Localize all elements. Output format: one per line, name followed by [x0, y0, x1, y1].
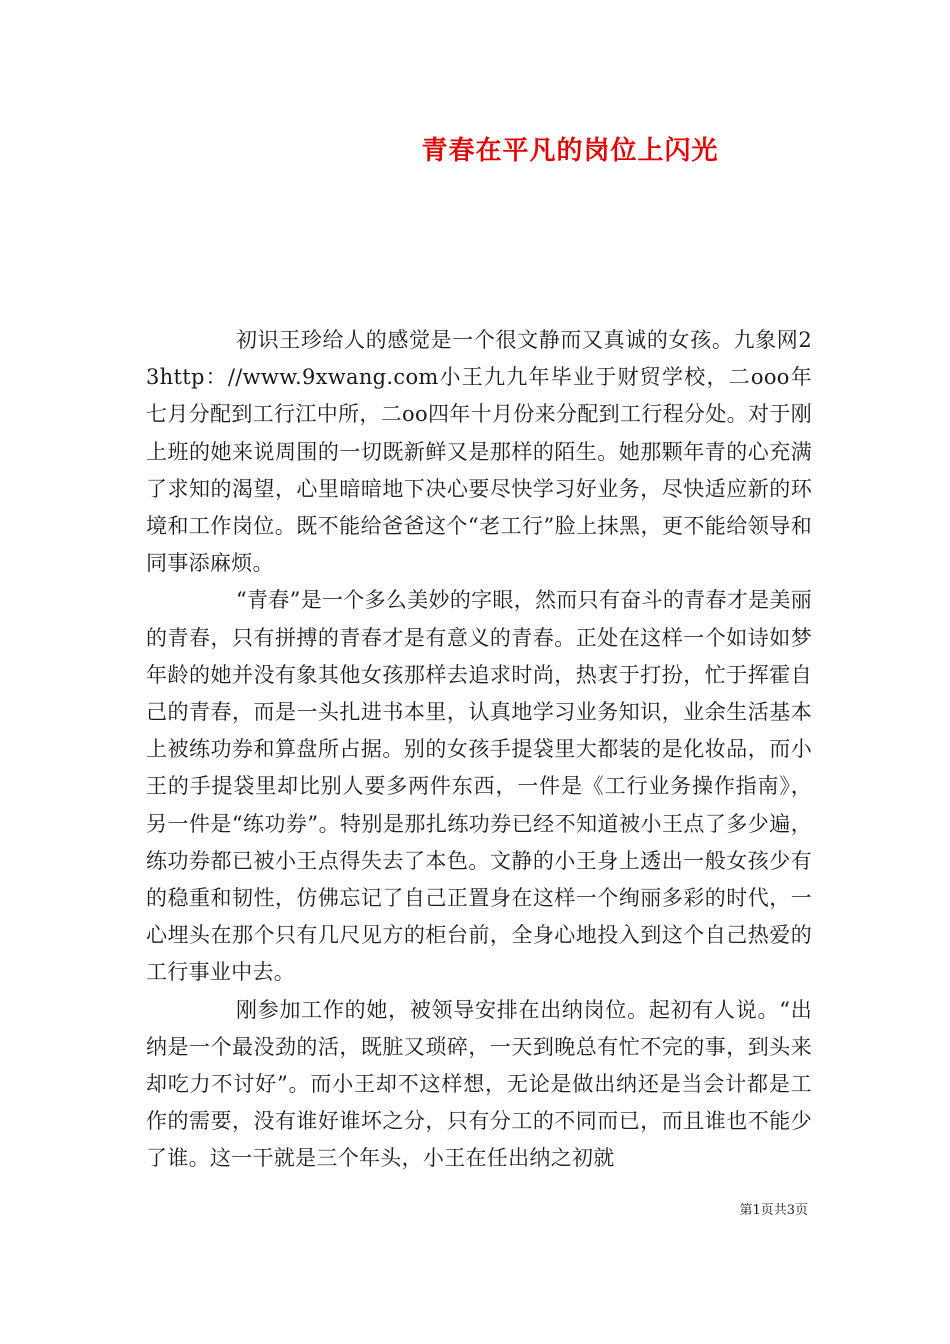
paragraph-2: “青春”是一个多么美妙的字眼，然而只有奋斗的青春才是美丽的青春，只有拼搏的青春才是有意义的青春。正处在这样一个如诗如梦年龄的她并没有象其他女孩那样去追求时尚，热衷于打扮，忙于挥霍自己的青春，而是一头扎进书本里，认真地学习业务知识，业余生活基本上被练功券和算盘所占据。别的女孩手提袋里大都装的是化妆品，而小王的手提袋里却比别人要多两件东西，一件是《工行业务操作指南》，另一件是“练功券”。特别是那扎练功券已经不知道被小王点了多少遍，练功券都已被小王点得失去了本色。文静的小王身上透出一般女孩少有的稳重和韧性，仿佛忘记了自己正置身在这样一个绚丽多彩的时代，一心埋头在那个只有几尺见方的柜台前，全身心地投入到这个自己热爱的工行事业中去。 [146, 588, 812, 985]
document-title: 青春在平凡的岗位上闪光 [421, 136, 719, 166]
document-body [146, 322, 812, 1178]
page-number-footer: 第1页共3页 [739, 1203, 808, 1218]
paragraph-1: 初识王珍给人的感觉是一个很文静而又真诚的女孩。九象网23http：//www.9xwang.com小王九九年毕业于财贸学校，二ooo年七月分配到工行江中所，二oo四年十月份来分配到工行程分处。对于刚上班的她来说周围的一切既新鲜又是那样的陌生。她那颗年青的心充满了求知的渴望，心里暗暗地下决心要尽快学习好业务，尽快适应新的环境和工作岗位。既不能给爸爸这个“老工行”脸上抹黑，更不能给领导和同事添麻烦。 [146, 328, 812, 576]
paragraph-3: 刚参加工作的她，被领导安排在出纳岗位。起初有人说。“出纳是一个最没劲的活，既脏又琐碎，一天到晚总有忙不完的事，到头来却吃力不讨好”。而小王却不这样想，无论是做出纳还是当会计都是工作的需要，没有谁好谁坏之分，只有分工的不同而已，而且谁也不能少了谁。这一干就是三个年头，小王在任出纳之初就 [146, 997, 812, 1171]
